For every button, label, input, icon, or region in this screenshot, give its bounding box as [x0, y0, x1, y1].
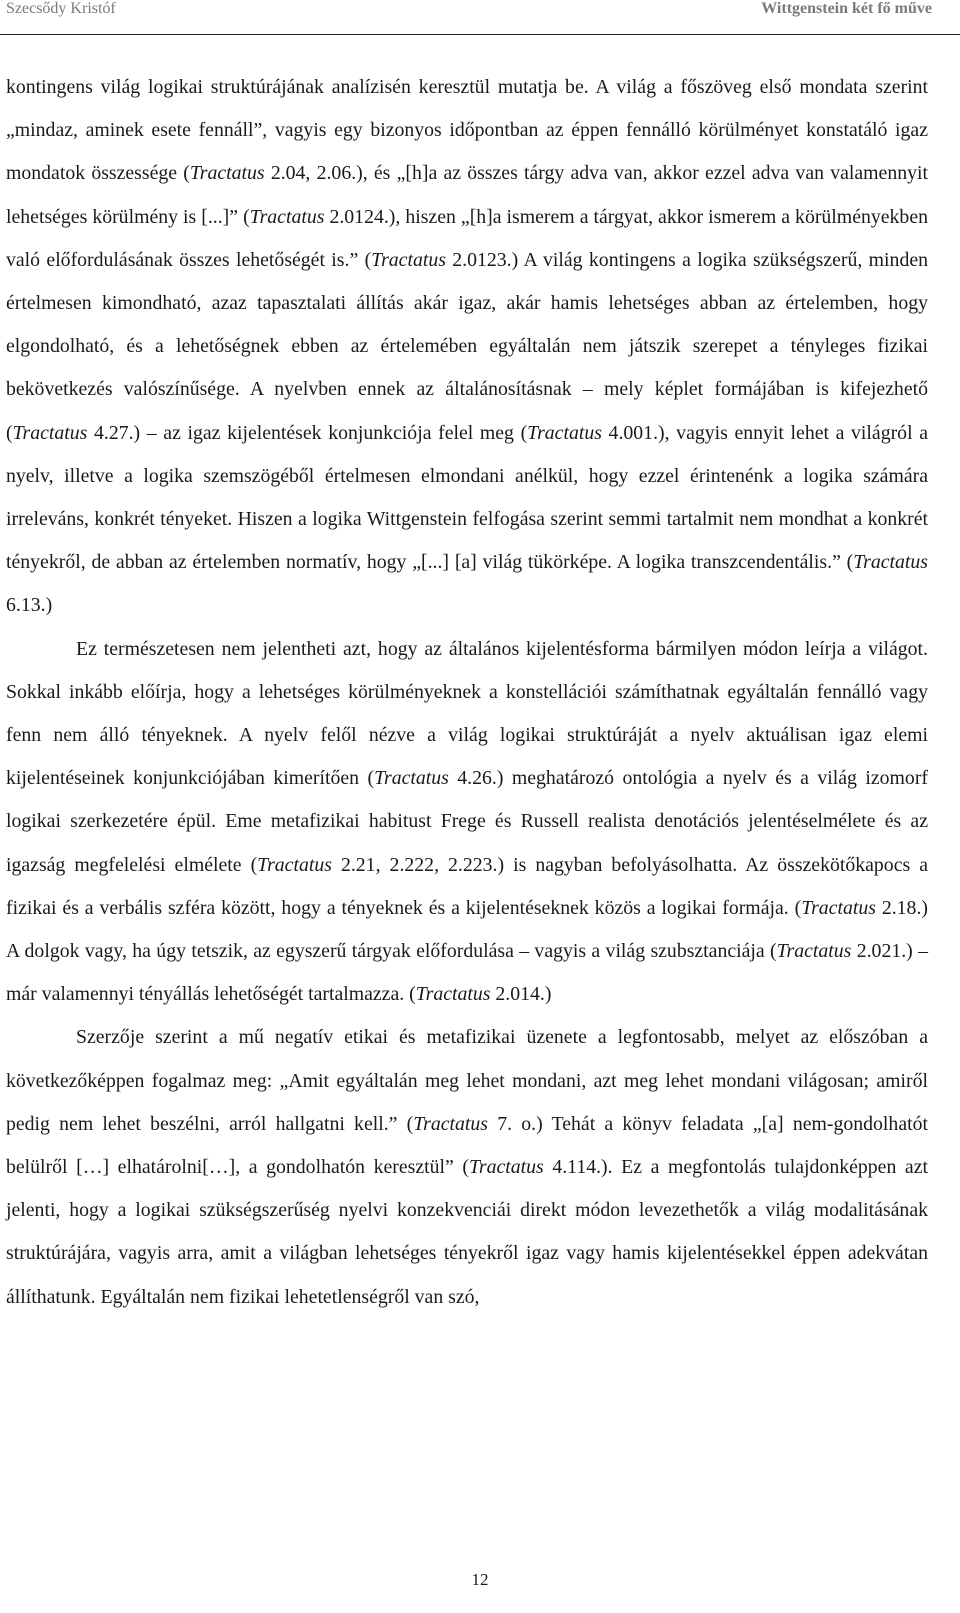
citation-title: Tractatus [12, 421, 88, 444]
header-title: Wittgenstein két fő műve [761, 0, 932, 17]
citation-title: Tractatus [413, 1112, 488, 1135]
text-run: 4.001.), vagyis ennyit lehet a világról a nyelv, illetve a logika szemszögéből értelmesen elmondani anélkül, hogy ezzel érintenénk a logika számára irreleváns, konkrét tényeket. Hiszen a logika Wittgenstein felfogása szerint semmi tartalmit nem mondhat a konkrét tényekről, de abban az értelemben normatív, hogy „[...] [a] világ tükörképe. A logika transzcendentális.” ( [6, 421, 928, 574]
citation-title: Tractatus [374, 767, 449, 790]
text-run: Ez természetesen nem jelentheti azt, hogy az általános kijelentésforma bármilyen módon leírja a világot. Sokkal inkább előírja, hogy a lehetséges körülményeknek a konstellációi számíthatnak egyáltalán fennálló vagy fenn nem álló tényeknek. A nyelv felől nézve a világ logikai struktúráját a nyelv aktuálisan igaz elemi kijelentéseinek konjunkciójában kimerítően ( [6, 637, 928, 790]
paragraph-3 [6, 1016, 928, 1318]
citation-title: Tractatus [371, 248, 446, 271]
text-run: 2.21, 2.222, 2.223.) is nagyban befolyásolhatta. Az összekötőkapocs a fizikai és a verbális szféra között, hogy a tényeknek és a kijelentéseknek közös a logikai formája. ( [6, 853, 928, 919]
body-text [6, 66, 928, 1319]
paragraph-2 [6, 628, 928, 1017]
paragraph-1 [6, 66, 928, 628]
citation-title: Tractatus [776, 940, 852, 963]
text-run: 2.014.) [490, 983, 552, 1006]
citation-title: Tractatus [249, 205, 325, 228]
text-run: 4.27.) – az igaz kijelentések konjunkciója felel meg ( [87, 421, 528, 444]
citation-title: Tractatus [853, 551, 928, 574]
text-run: Szerzője szerint a mű negatív etikai és metafizikai üzenete a legfontosabb, melyet az előszóban a következőképpen fogalmaz meg: „Amit egyáltalán meg lehet mondani, azt meg lehet mondani világosan; amiről pedig nem lehet beszélni, arról hallgatni kell.” ( [6, 1026, 928, 1135]
text-run: 6.13.) [6, 594, 53, 617]
text-run: kontingens világ logikai struktúrájának analízisén keresztül mutatja be. A világ a főszöveg első mondata szerint „mindaz, aminek esete fennáll”, vagyis egy bizonyos időpontban az éppen fennálló körülményet konstatáló igaz mondatok összessége ( [6, 76, 928, 185]
citation-title: Tractatus [468, 1156, 544, 1179]
text-run: 2.021.) – már valamennyi tényállás lehetőségét tartalmazza. ( [6, 940, 928, 1006]
citation-title: Tractatus [801, 896, 876, 919]
text-run: 2.18.) A dolgok vagy, ha úgy tetszik, az egyszerű tárgyak előfordulása – vagyis a világ szubsztanciája ( [6, 896, 928, 963]
text-run: 2.0124.), hiszen „[h]a ismerem a tárgyat, akkor ismerem a körülményekben való előfordulásának összes lehetőségét is.” ( [6, 205, 928, 271]
text-run: 4.26.) meghatározó ontológia a nyelv és a világ izomorf logikai szerkezetére épül. Eme metafizikai habitust Frege és Russell realista denotációs jelentéselmélete és az igazság megfelelési elmélete ( [6, 767, 928, 876]
text-run: 7. o.) Tehát a könyv feladata „[a] nem-gondolhatót belülről […] elhatárolni[…], a gondolhatón keresztül” ( [6, 1112, 928, 1179]
page-number: 12 [471, 1570, 489, 1589]
text-run: 2.0123.) A világ kontingens a logika szükségszerű, minden értelmesen kimondható, azaz tapasztalati állítás akár igaz, akár hamis lehetséges abban az értelemben, hogy elgondolható, és a lehetőségnek ebben az értelemében egyáltalán nem játszik szerepet a tényleges fizikai bekövetkezés valószínűsége. A nyelvben ennek az általánosításnak – mely képlet formájában is kifejezhető ( [6, 248, 928, 444]
citation-title: Tractatus [415, 983, 491, 1006]
text-run: 4.114.). Ez a megfontolás tulajdonképpen azt jelenti, hogy a logikai szükségszerűség nyelvi konzekvenciái direkt módon levezethetők a világ modalitásának struktúrájára, vagyis arra, amit a világban lehetséges tényekről igaz vagy hamis kijelentésekkel éppen adekvátan állíthatunk. Egyáltalán nem fizikai lehetetlenségről van szó, [6, 1156, 928, 1308]
citation-title: Tractatus [257, 853, 332, 876]
running-header [0, 0, 960, 35]
citation-title: Tractatus [527, 421, 602, 444]
citation-title: Tractatus [189, 162, 265, 185]
header-author: Szecsődy Kristóf [6, 0, 116, 17]
text-run: 2.04, 2.06.), és „[h]a az összes tárgy adva van, akkor ezzel adva van valamennyit lehetséges körülmény is [...]” ( [6, 162, 928, 228]
